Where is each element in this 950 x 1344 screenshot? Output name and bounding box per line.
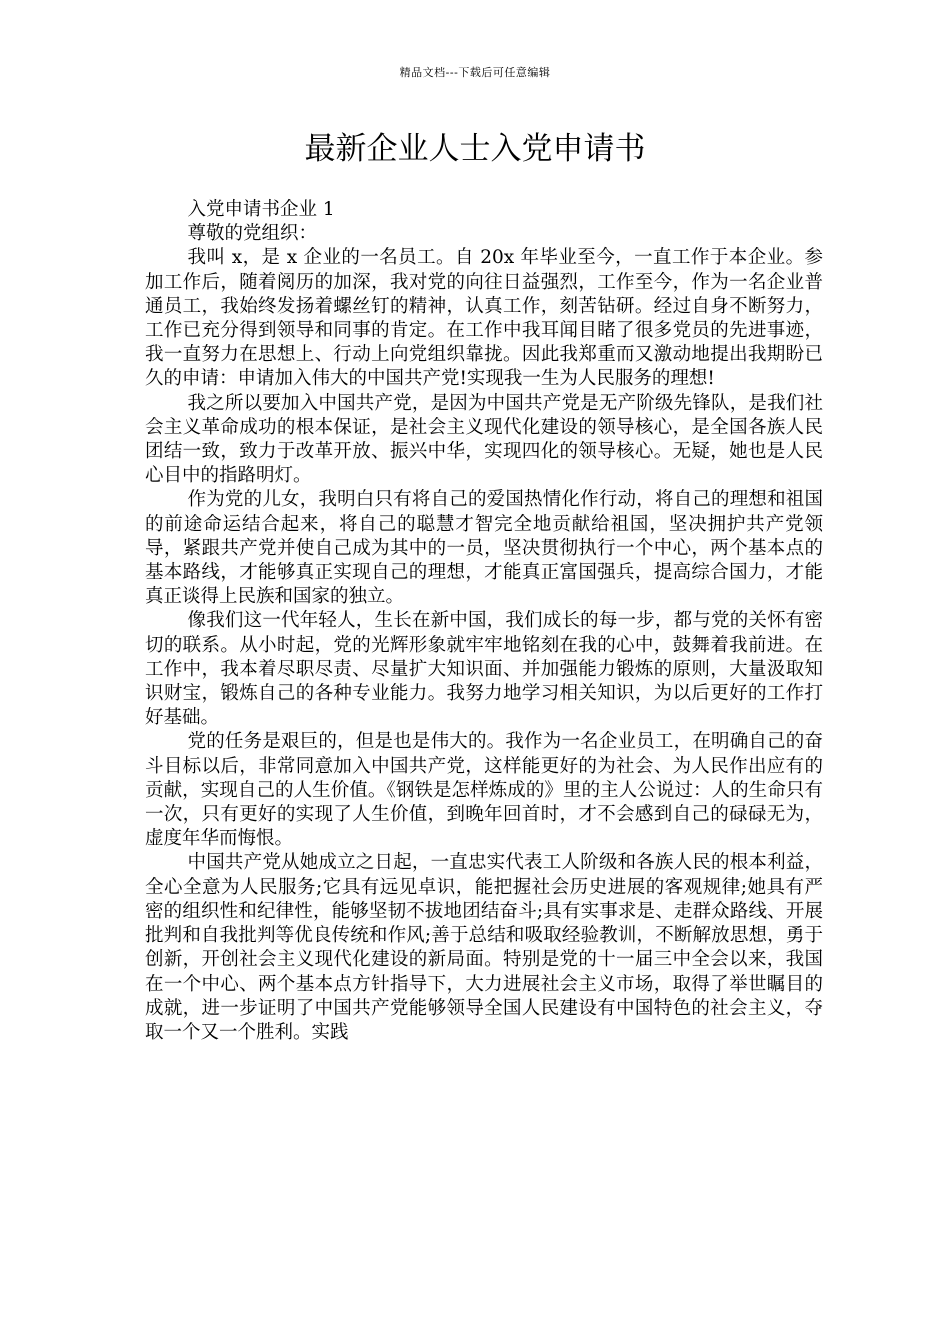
paragraph-3: 作为党的儿女，我明白只有将自己的爱国热情化作行动，将自己的理想和祖国的前途命运结合起来，将自己的聪慧才智完全地贡献给祖国，坚决拥护共产党领导，紧跟共产党并使自己成为其中的一员，坚决贯彻执行一个中心，两个基本点的基本路线，才能够真正实现自己的理想，才能真正富国强兵，提高综合国力，才能真正谈得上民族和国家的独立。	[145, 489, 823, 608]
paragraph-5: 党的任务是艰巨的，但是也是伟大的。我作为一名企业员工，在明确自己的奋斗目标以后，非常同意加入中国共产党，这样能更好的为社会、为人民作出应有的贡献，实现自己的人生价值。《钢铁是怎样炼成的》里的主人公说过：人的生命只有一次，只有更好的实现了人生价值，到晚年回首时，才不会感到自己的碌碌无为，虚度年华而悔恨。	[145, 731, 823, 850]
section-heading: 入党申请书企业 1	[187, 199, 335, 220]
paragraph-4: 像我们这一代年轻人，生长在新中国，我们成长的每一步，都与党的关怀有密切的联系。从小时起，党的光辉形象就牢牢地铭刻在我的心中，鼓舞着我前进。在工作中，我本着尽职尽责、尽量扩大知识面、并加强能力锻炼的原则，大量汲取知识财宝，锻炼自己的各种专业能力。我努力地学习相关知识，为以后更好的工作打好基础。	[145, 610, 823, 729]
paragraph-1: 我叫 x，是 x 企业的一名员工。自 20x 年毕业至今，一直工作于本企业。参加工作后，随着阅历的加深，我对党的向往日益强烈，工作至今，作为一名企业普通员工，我始终发扬着螺丝钉的精神，认真工作，刻苦钻研。经过自身不断努力，工作已充分得到领导和同事的肯定。在工作中我耳闻目睹了很多党员的先进事迹，我一直努力在思想上、行动上向党组织靠拢。因此我郑重而又激动地提出我期盼已久的申请：申请加入伟大的中国共产党!实现我一生为人民服务的理想!	[145, 247, 823, 390]
document-title: 最新企业人士入党申请书	[304, 131, 646, 167]
salutation: 尊敬的党组织：	[187, 223, 318, 245]
header-note: 精品文档---下载后可任意编辑	[399, 66, 551, 79]
paragraph-2: 我之所以要加入中国共产党，是因为中国共产党是无产阶级先锋队，是我们社会主义革命成功的根本保证，是社会主义现代化建设的领导核心，是全国各族人民团结一致，致力于改革开放、振兴中华，实现四化的领导核心。无疑，她也是人民心目中的指路明灯。	[145, 392, 823, 487]
paragraph-6: 中国共产党从她成立之日起，一直忠实代表工人阶级和各族人民的根本利益，全心全意为人民服务;它具有远见卓识，能把握社会历史进展的客观规律;她具有严密的组织性和纪律性，能够坚韧不拔地团结奋斗;具有实事求是、走群众路线、开展批判和自我批判等优良传统和作风;善于总结和吸取经验教训，不断解放思想，勇于创新，开创社会主义现代化建设的新局面。特别是党的十一届三中全会以来，我国在一个中心、两个基本点方针指导下，大力进展社会主义市场，取得了举世瞩目的成就，进一步证明了中国共产党能够领导全国人民建设有中国特色的社会主义，夺取一个又一个胜利。实践	[145, 852, 823, 1043]
document-body	[145, 198, 823, 1045]
